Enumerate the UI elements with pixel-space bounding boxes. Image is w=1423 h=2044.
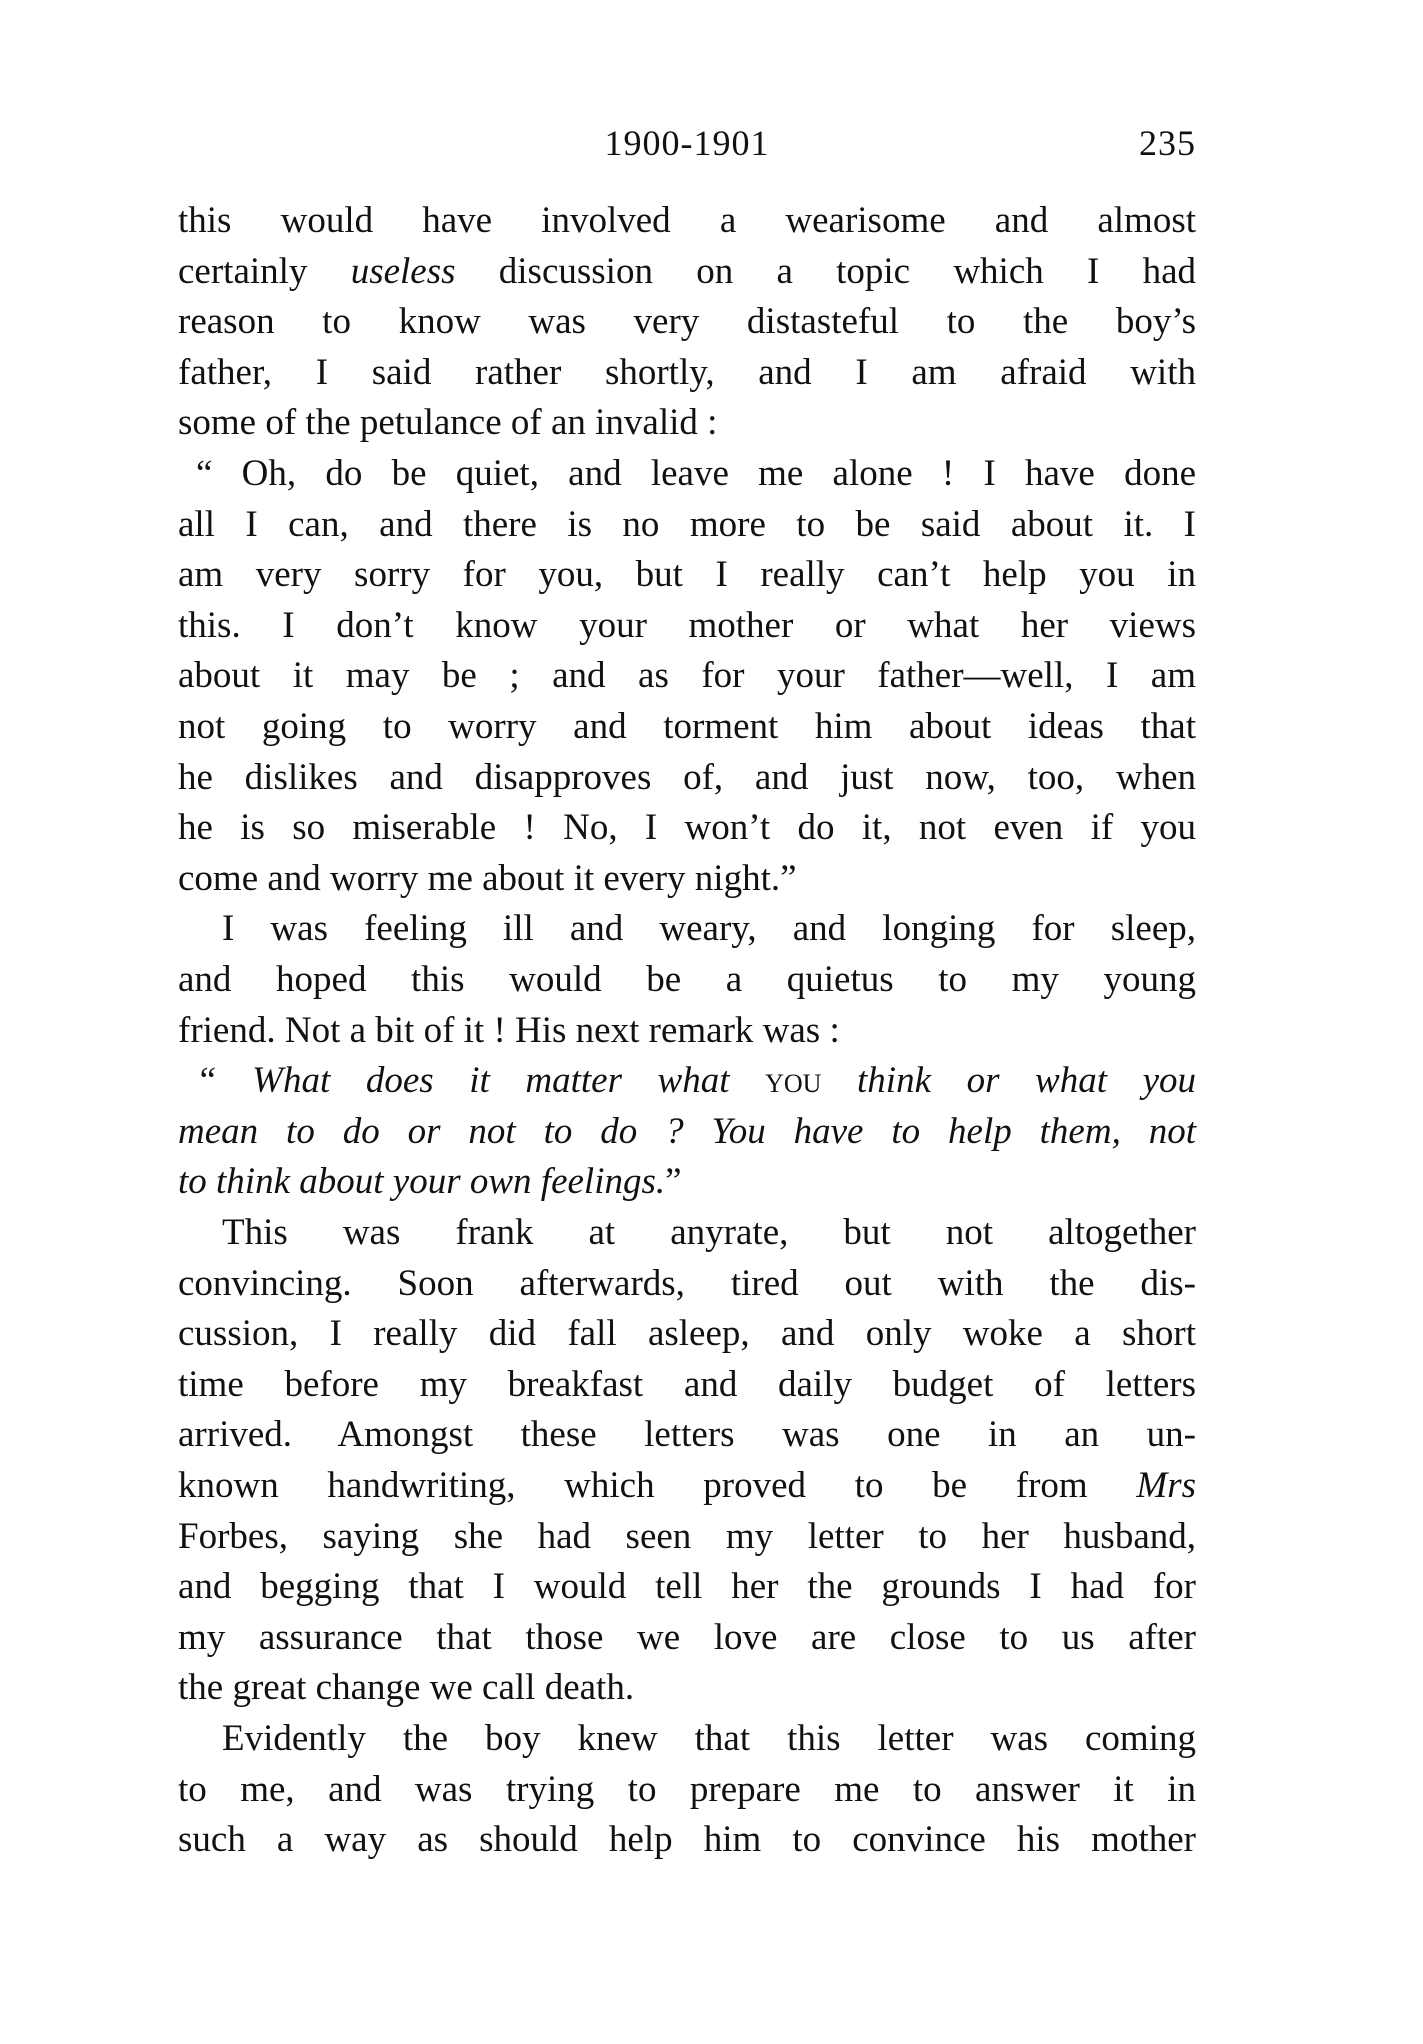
page-number: 235 xyxy=(1139,123,1196,163)
text-segment: friend. Not a bit of it ! His next remark was : xyxy=(178,1009,840,1051)
text-segment: the great change we call death. xyxy=(178,1667,635,1709)
text-line xyxy=(178,1008,1196,1054)
text-segment: my assurance that those we love are close to us after xyxy=(178,1616,1196,1658)
text-line xyxy=(178,350,1196,396)
text-segment: all I can, and there is no more to be said about it. I xyxy=(178,503,1196,545)
text-segment: come and worry me about it every night.” xyxy=(178,857,797,899)
text-line xyxy=(178,1412,1196,1458)
text-line xyxy=(178,400,1196,446)
text-line xyxy=(178,1261,1196,1307)
text-line xyxy=(178,502,1196,548)
text-line xyxy=(178,653,1196,699)
text-line xyxy=(178,957,1196,1003)
text-segment: not going to worry and torment him about ideas that xyxy=(178,706,1196,747)
text-line xyxy=(178,856,1196,902)
text-line xyxy=(178,1159,1196,1205)
text-segment: ” xyxy=(665,1161,682,1203)
text-segment: This was frank at anyrate, but not altogether xyxy=(222,1212,1196,1253)
text-line xyxy=(178,1311,1196,1357)
text-line xyxy=(178,198,1196,244)
text-segment: and begging that I would tell her the grounds I had for xyxy=(178,1566,1196,1608)
text-segment: father, I said rather shortly, and I am afraid with xyxy=(178,351,1196,393)
text-line xyxy=(178,1058,1196,1104)
text-segment: time before my breakfast and daily budget of letters xyxy=(178,1363,1196,1405)
text-segment: about it may be ; and as for your father—well, I am xyxy=(178,655,1196,697)
text-line xyxy=(178,552,1196,598)
italic-text: think or what you xyxy=(821,1060,1197,1102)
text-segment: this. I don’t know your mother or what her views xyxy=(178,604,1196,646)
text-segment: this would have involved a wearisome and almost xyxy=(178,200,1196,241)
text-segment: Evidently the boy knew that this letter was coming xyxy=(222,1718,1196,1759)
text-line xyxy=(178,1716,1196,1762)
italic-text: to think about your own feelings. xyxy=(178,1161,666,1203)
text-segment: to me, and was trying to prepare me to answer it in xyxy=(178,1768,1196,1810)
text-segment: I was feeling ill and weary, and longing for sleep, xyxy=(222,908,1196,950)
text-segment: some of the petulance of an invalid : xyxy=(178,402,718,444)
italic-text: Mrs xyxy=(1136,1465,1196,1506)
text-line xyxy=(178,755,1196,801)
page-header xyxy=(178,122,1196,168)
text-line xyxy=(178,1514,1196,1560)
text-segment: and hoped this would be a quietus to my young xyxy=(178,959,1196,1000)
text-segment: am very sorry for you, but I really can’t help you in xyxy=(178,554,1196,596)
text-line xyxy=(178,603,1196,649)
text-segment: he is so miserable ! No, I won’t do it, not even if you xyxy=(178,807,1196,849)
text-segment: such a way as should help him to convince his mother xyxy=(178,1819,1196,1861)
text-line xyxy=(178,704,1196,750)
text-line xyxy=(178,299,1196,345)
text-line xyxy=(178,1564,1196,1610)
text-segment: discussion on a topic which I had xyxy=(455,250,1197,292)
text-line xyxy=(178,805,1196,851)
italic-text: mean to do or not to do ? You have to help them, not xyxy=(178,1110,1196,1152)
text-segment: “ Oh, do be quiet, and leave me alone ! I have done xyxy=(196,453,1196,494)
text-line xyxy=(178,906,1196,952)
text-line xyxy=(178,1362,1196,1408)
text-segment: arrived. Amongst these letters was one in an un- xyxy=(178,1414,1196,1456)
text-line xyxy=(178,1817,1196,1863)
italic-text: “ What does it matter what xyxy=(196,1060,766,1102)
text-line xyxy=(178,1109,1196,1155)
text-line xyxy=(178,1767,1196,1813)
text-segment: he dislikes and disapproves of, and just now, too, when xyxy=(178,756,1196,798)
text-line xyxy=(178,1210,1196,1256)
text-line xyxy=(178,1665,1196,1711)
text-segment: known handwriting, which proved to be from xyxy=(178,1465,1137,1506)
text-segment: Forbes, saying she had seen my letter to her husband, xyxy=(178,1515,1196,1557)
text-segment: convincing. Soon afterwards, tired out with the dis- xyxy=(178,1262,1196,1304)
text-segment: you xyxy=(765,1060,822,1102)
text-segment: certainly xyxy=(178,250,351,292)
text-line xyxy=(178,451,1196,497)
running-title: 1900-1901 xyxy=(604,123,770,163)
text-segment: reason to know was very distasteful to the boy’s xyxy=(178,301,1196,343)
text-line xyxy=(178,1615,1196,1661)
text-line xyxy=(178,249,1196,295)
italic-text: useless xyxy=(350,250,456,292)
text-line xyxy=(178,1463,1196,1509)
text-segment: cussion, I really did fall asleep, and only woke a short xyxy=(178,1313,1196,1355)
